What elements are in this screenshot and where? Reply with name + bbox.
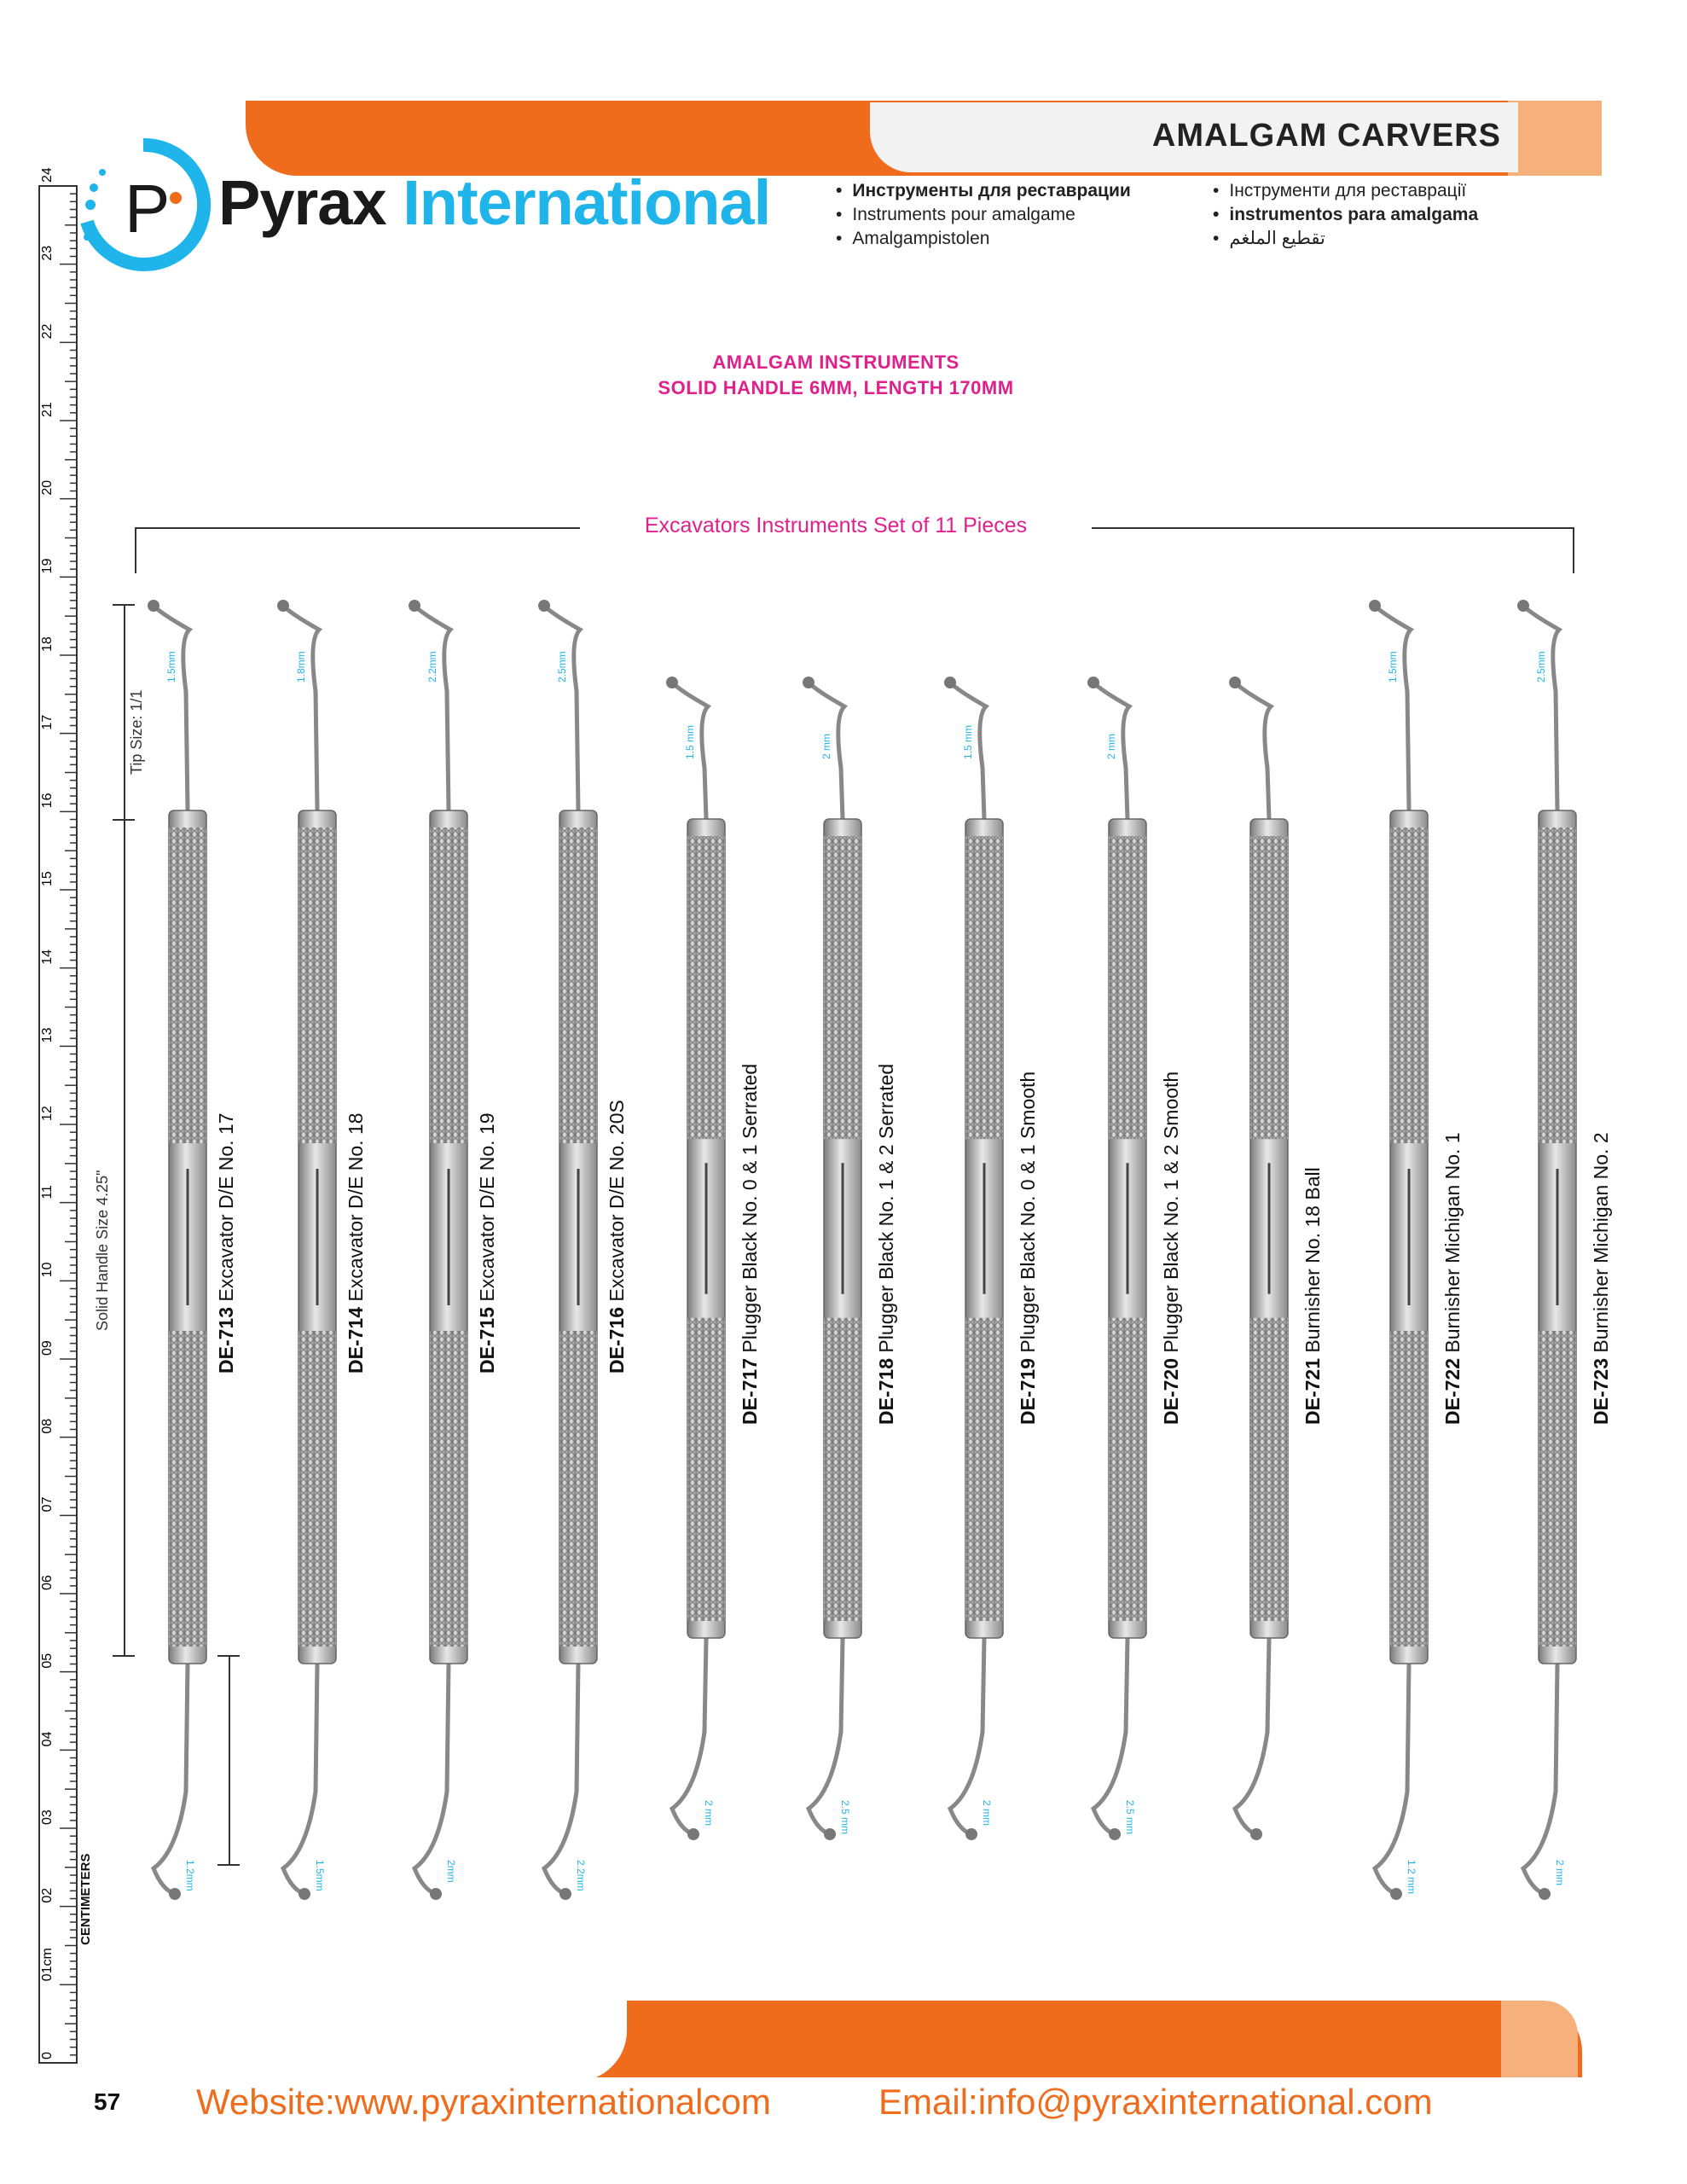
bullet-list-left [836,179,1131,251]
instrument-name: Excavator D/E No. 20S [606,1100,628,1302]
handle-measure-line [124,819,125,1655]
bullet-item: • Инструменты для реставрации [836,179,1131,203]
instrument-drawing [527,589,646,1920]
tip-size-bottom: 1.2mm [184,1860,196,1891]
ruler-tick-label: 17 [40,714,55,730]
instrument-drawing [266,589,386,1920]
centimeter-ruler [39,167,77,2063]
instrument-name: Burnisher Michigan No. 2 [1590,1132,1612,1353]
bullet-list-right [1213,179,1478,251]
instrument-de-723 [1506,589,1626,1920]
ruler-tick-label: 15 [40,871,55,886]
instrument-label [1590,1132,1613,1425]
footer-white-cut [98,1988,627,2082]
ruler-tick-label: 08 [40,1418,55,1434]
tip-size-top: 2 mm [1105,734,1117,759]
brand-name [218,166,770,239]
instrument-name: Burnisher No. 18 Ball [1301,1167,1324,1353]
ruler-tick-label: 07 [40,1496,55,1513]
email-link[interactable]: Email:info@pyraxinternational.com [878,2082,1433,2122]
instrument-de-713 [136,589,256,1920]
instrument-code: DE-714 [345,1307,367,1374]
ruler-tick-label: 20 [40,479,55,496]
bullet-item: • Amalgampistolen [836,227,1131,251]
instrument-code: DE-718 [875,1358,897,1425]
ruler-tick-label: 11 [40,1185,55,1199]
ruler-tick-label: 22 [40,323,55,340]
instrument-de-719 [933,589,1052,1920]
handle-measure-bottom [113,1655,135,1657]
footer-banner-cap [1501,2001,1578,2077]
instrument-de-717 [655,589,774,1920]
ruler-unit-label: CENTIMETERS [78,1853,93,1945]
bullet-item: • Інструменти для реставрації [1213,179,1478,203]
subheading-line2: SOLID HANDLE 6MM, LENGTH 170MM [658,377,1014,398]
tip-size-bottom: 2.5 mm [839,1800,851,1835]
ruler-tick-label: 21 [40,402,55,417]
instrument-code: DE-722 [1441,1358,1464,1425]
pyrax-logo-icon [75,136,212,273]
ruler-tick-label: 23 [40,245,55,261]
tip-size-bottom: 1.2 mm [1406,1860,1417,1895]
instrument-code: DE-721 [1301,1358,1324,1425]
instrument-label [739,1064,762,1425]
bullet-item: • تقطيع الملغم [1213,227,1478,251]
ruler-tick-label: 04 [40,1731,55,1747]
tip-size-bottom: 2 mm [703,1800,715,1826]
instrument-code: DE-719 [1017,1358,1039,1425]
instrument-de-722 [1358,589,1477,1920]
ruler-tick-label: 09 [40,1340,55,1356]
instrument-name: Plugger Black No. 0 & 1 Smooth [1017,1071,1039,1353]
tip-size-top: 1.5 mm [962,724,974,759]
instrument-name: Excavator D/E No. 17 [215,1112,237,1302]
instrument-de-715 [397,589,517,1920]
instrument-label [1441,1132,1464,1425]
page-number: 57 [94,2088,121,2115]
instrument-code: DE-715 [476,1307,498,1374]
tip-size-bottom: 2.2mm [575,1860,587,1891]
ruler-tick-label: 16 [40,793,55,809]
tip-size-top: 2.5mm [1535,651,1547,682]
tip-size-top: 2.5mm [556,651,568,682]
instrument-label [215,1112,238,1374]
tip-size-top: 1.5 mm [684,724,696,759]
tip-size-bottom: 2mm [445,1860,457,1883]
ruler-tick-label: 12 [40,1106,55,1121]
tip-measure-line [124,604,125,819]
instrument-label [875,1064,898,1425]
website-link[interactable]: Website:www.pyraxinternationalcom [196,2082,771,2122]
instrument-name: Plugger Black No. 1 & 2 Smooth [1160,1071,1182,1353]
tip-size-top: 2.2mm [426,651,438,682]
instrument-name: Plugger Black No. 1 & 2 Serrated [875,1063,897,1353]
ruler-tick-label: 24 [40,167,55,183]
instrument-de-718 [791,589,911,1920]
instrument-code: DE-723 [1590,1358,1612,1425]
tip-size-top: 1.5mm [165,651,177,682]
instrument-label [1017,1072,1040,1425]
tip-size-top: 1.8mm [295,651,307,682]
tip-size-top: 2 mm [820,734,832,759]
ruler-tick-label: 14 [40,949,55,965]
section-title: AMALGAM CARVERS [1151,118,1501,154]
instrument-de-714 [266,589,386,1920]
tip-size-bottom: 2.5 mm [1124,1800,1136,1835]
tip-size-top: 1.5mm [1387,651,1399,682]
instrument-de-716 [527,589,646,1920]
logo-letter: P [125,171,171,247]
ruler-tick-label: 10 [40,1262,55,1278]
set-label: Excavators Instruments Set of 11 Pieces [580,514,1092,538]
tip-size-bottom: 2 mm [1554,1860,1566,1885]
instrument-label [1160,1072,1183,1425]
tip-size-label: Tip Size: 1/1 [128,689,145,775]
instrument-label [606,1100,629,1374]
instrument-drawing [136,589,256,1920]
handle-size-label: Solid Handle Size 4.25" [94,1170,111,1331]
bullet-item: • Instruments pour amalgame [836,203,1131,227]
ruler-tick-label: 18 [40,636,55,652]
ruler-tick-label: 13 [40,1027,55,1043]
bullet-item: • instrumentos para amalgama [1213,203,1478,227]
instrument-name: Plugger Black No. 0 & 1 Serrated [739,1063,761,1353]
brand-name-part1: Pyrax [218,167,386,238]
subheading-line1: AMALGAM INSTRUMENTS [712,351,959,373]
instrument-code: DE-713 [215,1307,237,1374]
ruler-tick-label: 05 [40,1653,55,1669]
instrument-de-721 [1218,589,1337,1920]
tip-size-bottom: 1.5mm [314,1860,326,1891]
instrument-label [1301,1167,1325,1425]
instrument-name: Excavator D/E No. 19 [476,1112,498,1302]
ruler-tick-label: 19 [40,558,55,574]
header-title-box [870,102,1518,172]
header-banner-tab [1508,101,1602,176]
brand-name-part2: International [403,167,771,238]
instrument-name: Burnisher Michigan No. 1 [1441,1132,1464,1353]
instrument-name: Excavator D/E No. 18 [345,1112,367,1302]
ruler-tick-label: 0 [40,2052,55,2059]
instrument-label [476,1112,499,1374]
ruler-tick-label: 06 [40,1575,55,1590]
instrument-label [345,1112,368,1374]
ruler-tick-label: 02 [40,1887,55,1903]
tip-size-bottom: 2 mm [981,1800,993,1826]
ruler-tick-label: 01cm [40,1948,55,1982]
instrument-drawing [397,589,517,1920]
instrument-code: DE-716 [606,1307,628,1374]
instrument-code: DE-720 [1160,1358,1182,1425]
ruler-tick-label: 03 [40,1809,55,1825]
instrument-code: DE-717 [739,1358,761,1425]
instrument-de-720 [1076,589,1196,1920]
